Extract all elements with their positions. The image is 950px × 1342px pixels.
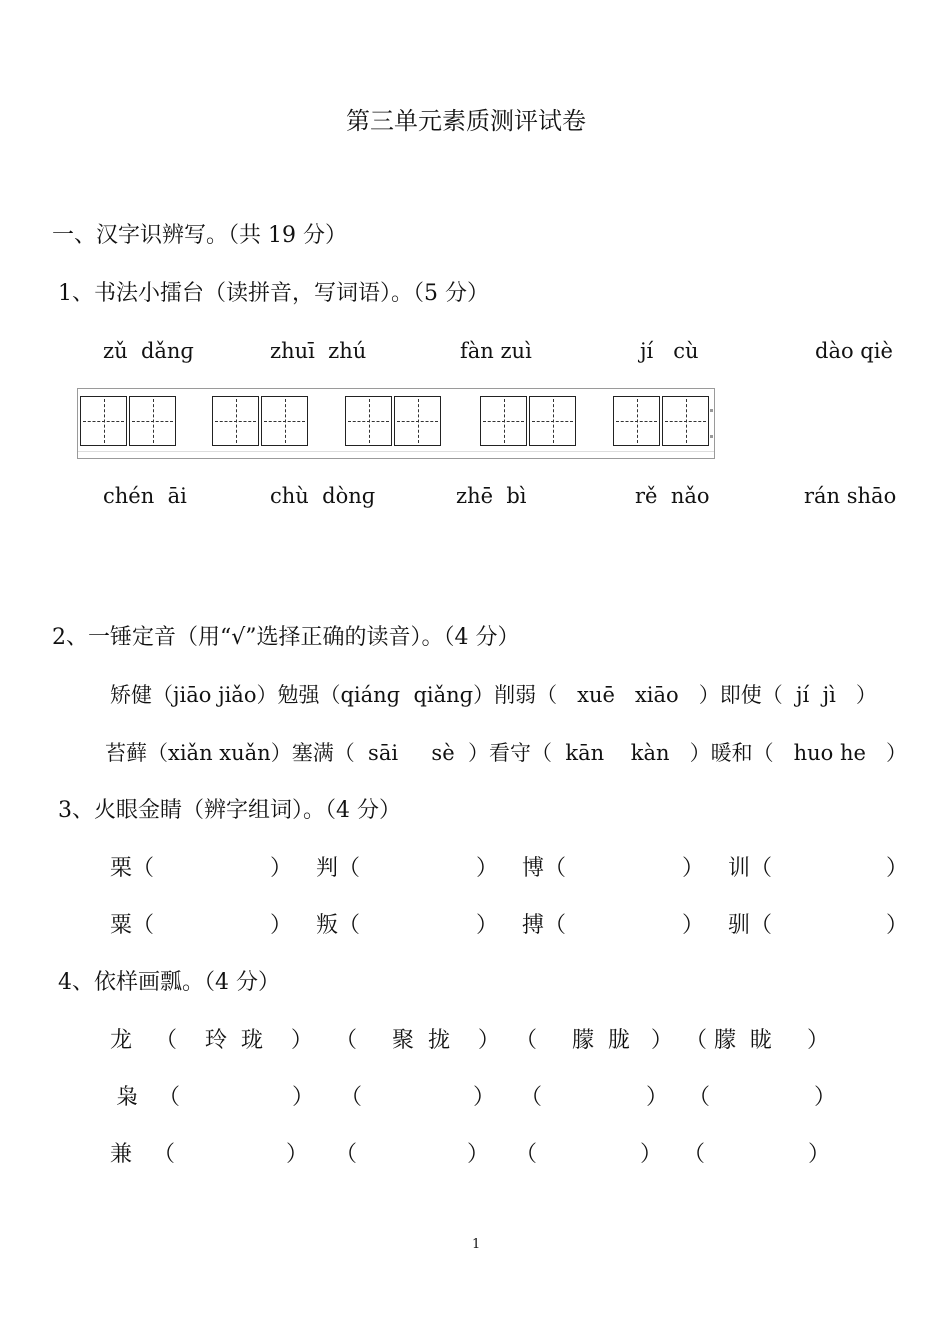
section-1-heading: 一、汉字识辨写。（共 19 分） — [52, 223, 347, 248]
bracket-open: （ — [340, 1085, 363, 1110]
bracket-open: （ — [153, 1142, 176, 1167]
bracket-close: ） — [646, 1085, 669, 1110]
example-word: （ 玲 珑 ） — [155, 1028, 313, 1053]
char-label: 枭 — [116, 1085, 139, 1110]
bracket-close: ） — [292, 1085, 315, 1110]
writing-cell[interactable] — [345, 396, 392, 446]
question-1-heading: 1、书法小擂台（读拼音，写词语）。（5 分） — [58, 281, 489, 306]
bracket-open: （ — [688, 1085, 711, 1110]
pinyin-item: dào qiè — [815, 339, 893, 363]
writing-cell[interactable] — [394, 396, 441, 446]
bracket-close: ） — [640, 1142, 663, 1167]
bracket-close: ） — [682, 913, 705, 938]
example-word: （ 聚 拢 ） — [335, 1028, 500, 1053]
char-label: 判（ — [316, 856, 361, 881]
bracket-open: （ — [335, 1142, 358, 1167]
pinyin-item: fàn zuì — [460, 339, 532, 363]
char-label: 搏（ — [522, 913, 567, 938]
char-label: 粟（ — [110, 913, 155, 938]
bracket-close: ） — [808, 1142, 831, 1167]
bracket-close: ） — [814, 1085, 837, 1110]
pinyin-item: chén āi — [103, 484, 187, 508]
writing-cell[interactable] — [662, 396, 709, 446]
writing-cell[interactable] — [212, 396, 259, 446]
bracket-close: ） — [886, 913, 909, 938]
pinyin-item: rě nǎo — [635, 484, 710, 508]
pinyin-item: zhē bì — [456, 484, 527, 508]
bracket-open: （ — [520, 1085, 543, 1110]
page-title: 第三单元素质测评试卷 — [346, 107, 586, 135]
writing-cell[interactable] — [529, 396, 576, 446]
bracket-close: ） — [886, 856, 909, 881]
char-label: 博（ — [522, 856, 567, 881]
char-label: 龙 — [110, 1028, 133, 1053]
pinyin-item: zhuī zhú — [270, 339, 367, 363]
bracket-close: ） — [467, 1142, 490, 1167]
bracket-open: （ — [158, 1085, 181, 1110]
bracket-open: （ — [683, 1142, 706, 1167]
frame-mark — [710, 435, 713, 438]
char-label: 驯（ — [728, 913, 773, 938]
question-2-line-1: 矫健（jiāo jiǎo）勉强（qiánɡ qiǎnɡ）削弱（ xuē xiāo ）即使（ jí jì ） — [110, 683, 877, 707]
bracket-close: ） — [682, 856, 705, 881]
pinyin-item: rán shāo — [804, 484, 897, 508]
bracket-open: （ — [515, 1142, 538, 1167]
question-2-heading: 2、一锤定音（用“√”选择正确的读音）。（4 分） — [52, 625, 520, 650]
bracket-close: ） — [270, 913, 293, 938]
pinyin-item: zǔ dǎnɡ — [103, 339, 194, 363]
bracket-close: ） — [473, 1085, 496, 1110]
writing-cell[interactable] — [613, 396, 660, 446]
question-3-heading: 3、火眼金睛（辨字组词）。（4 分） — [58, 798, 401, 823]
frame-mark — [710, 409, 713, 412]
pinyin-item: chù dònɡ — [270, 484, 376, 508]
question-2-line-2: 苔藓（xiǎn xuǎn）塞满（ sāi sè ）看守（ kān kàn ）暖和（ huo he ） — [105, 741, 907, 765]
char-label: 叛（ — [316, 913, 361, 938]
bracket-close: ） — [286, 1142, 309, 1167]
bracket-close: ） — [476, 856, 499, 881]
writing-cell[interactable] — [129, 396, 176, 446]
bracket-close: ） — [270, 856, 293, 881]
page-number: 1 — [472, 1237, 481, 1252]
example-word: （ 朦 眬 ） — [685, 1028, 829, 1053]
writing-cell[interactable] — [80, 396, 127, 446]
char-label: 训（ — [728, 856, 773, 881]
char-label: 兼 — [110, 1142, 133, 1167]
writing-cell[interactable] — [480, 396, 527, 446]
question-4-heading: 4、依样画瓢。（4 分） — [58, 970, 280, 995]
char-label: 栗（ — [110, 856, 155, 881]
example-word: （ 朦 胧 ） — [515, 1028, 673, 1053]
writing-cell[interactable] — [261, 396, 308, 446]
bracket-close: ） — [476, 913, 499, 938]
pinyin-item: jí cù — [640, 339, 699, 363]
